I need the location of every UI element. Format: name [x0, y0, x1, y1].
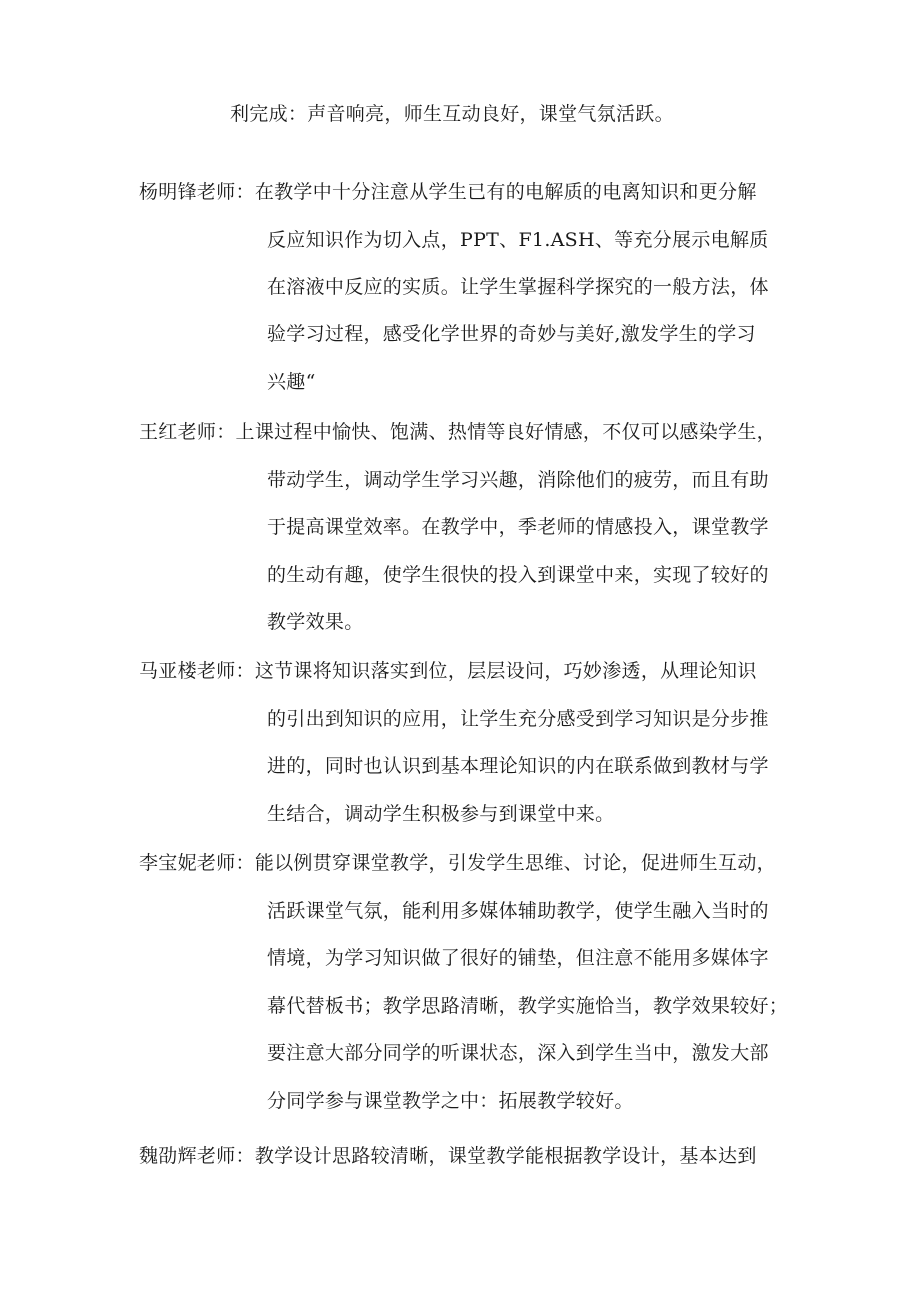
comment-line: 带动学生，调动学生学习兴趣，消除他们的疲劳，而且有助	[267, 469, 769, 491]
comment-line: 的生动有趣，使学生很快的投入到课堂中来，实现了较好的	[267, 564, 769, 586]
comment-line: 兴趣“	[267, 371, 316, 393]
comment-line: 幕代替板书；教学思路清晰，教学实施恰当，教学效果较好；	[267, 995, 789, 1017]
comment-line: 教学效果。	[267, 611, 364, 633]
speaker-name: 杨明锋老师：	[139, 181, 255, 203]
comment-first-line	[139, 420, 776, 444]
comment-line: 要注意大部分同学的听课状态，深入到学生当中，激发大部	[267, 1042, 769, 1064]
speaker-name: 马亚楼老师：	[139, 660, 255, 682]
comment-line: 的引出到知识的应用，让学生充分感受到学习知识是分步推	[267, 708, 769, 730]
comment-line: 在溶液中反应的实质。让学生掌握科学探究的一般方法，体	[267, 276, 769, 298]
comment-line: 验学习过程，感受化学世界的奇妙与美好,激发学生的学习	[267, 323, 756, 345]
comment-text: 教学设计思路较清晰，课堂教学能根据教学设计，基本达到	[254, 1145, 757, 1167]
comment-text: 在教学中十分注意从学生已有的电解质的电离知识和更分解	[254, 181, 757, 203]
comment-line: 反应知识作为切入点，PPT、F1.ASH、等充分展示电解质	[267, 229, 769, 251]
opening-line: 利完成：声音响亮，师生互动良好，课堂气氛活跃。	[230, 103, 674, 125]
comment-line: 活跃课堂气氛，能利用多媒体辅助教学，使学生融入当时的	[267, 900, 769, 922]
comment-first-line	[139, 851, 776, 875]
comment-line: 分同学参与课堂教学之中：拓展教学较好。	[267, 1090, 634, 1112]
comment-text: 这节课将知识落实到位，层层设问，巧妙渗透，从理论知识	[254, 660, 757, 682]
speaker-name: 王红老师：	[139, 421, 236, 443]
comment-text: 上课过程中愉快、饱满、热情等良好情感，不仅可以感染学生，	[235, 421, 776, 443]
comment-line: 于提高课堂效率。在教学中，季老师的情感投入，课堂教学	[267, 516, 769, 538]
speaker-name: 李宝妮老师：	[139, 852, 255, 874]
comment-first-line	[139, 180, 757, 204]
comment-text: 能以例贯穿课堂教学，引发学生思维、讨论，促进师生互动，	[254, 852, 776, 874]
speaker-name: 魏劭辉老师：	[139, 1145, 255, 1167]
comment-first-line	[139, 1144, 757, 1168]
comment-line: 进的，同时也认识到基本理论知识的内在联系做到教材与学	[267, 755, 769, 777]
comment-line: 情境，为学习知识做了很好的铺垫，但注意不能用多媒体字	[267, 947, 769, 969]
comment-first-line	[139, 659, 757, 683]
comment-line: 生结合，调动学生积极参与到课堂中来。	[267, 803, 615, 825]
